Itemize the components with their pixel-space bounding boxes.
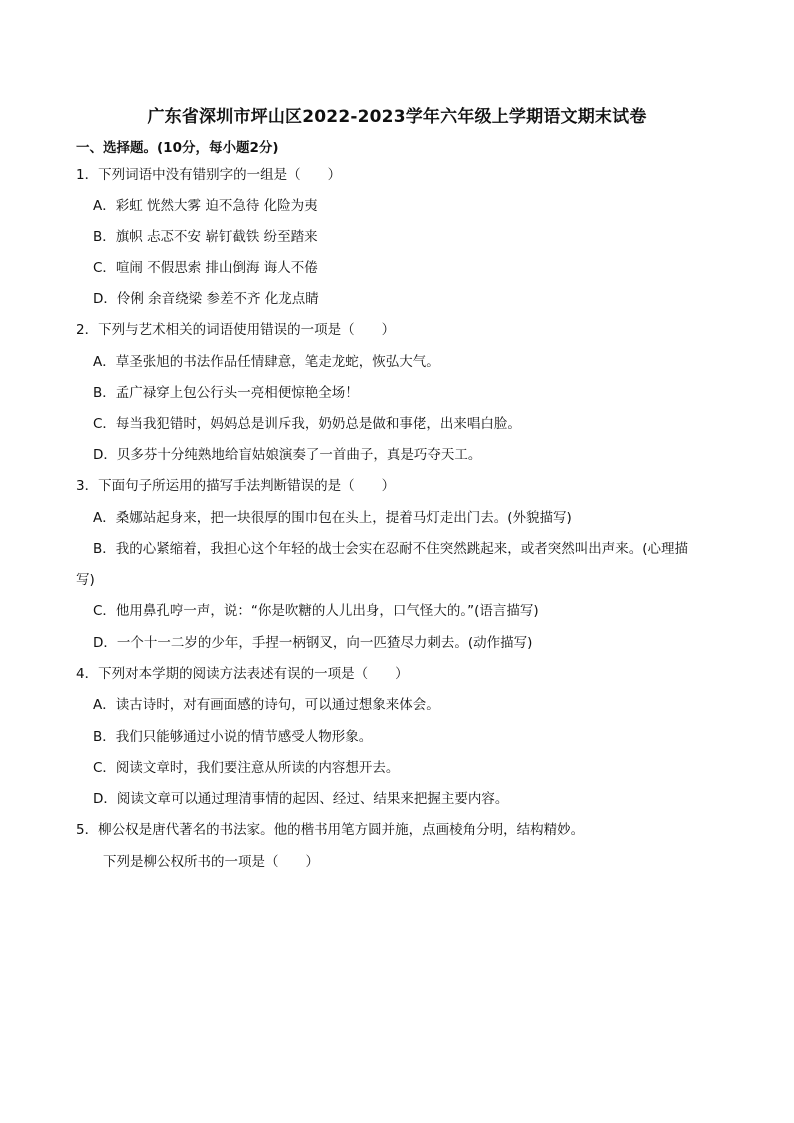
question-2-option-d: D．贝多芬十分纯熟地给盲姑娘演奏了一首曲子，真是巧夺天工。 [93, 447, 482, 463]
question-2-option-b: B．孟广禄穿上包公行头一亮相便惊艳全场！ [93, 385, 359, 401]
question-1-stem: 1．下列词语中没有错别字的一组是（ ） [76, 167, 342, 183]
question-3-option-b-continued: 写) [76, 572, 95, 588]
question-3-option-b: B．我的心紧缩着，我担心这个年轻的战士会实在忍耐不住突然跳起来，或者突然叫出声来。(心理描 [93, 541, 689, 557]
section-heading: 一、选择题。(10分，每小题2分) [76, 140, 279, 156]
question-3-option-a: A．桑娜站起身来，把一块很厚的围巾包在头上，提着马灯走出门去。(外貌描写) [93, 510, 572, 526]
question-5-stem: 5．柳公权是唐代著名的书法家。他的楷书用笔方圆并施，点画棱角分明，结构精妙。 [76, 822, 585, 838]
question-1-option-b: B．旗帜 忐忑不安 崭钉截铁 纷至踏来 [93, 229, 318, 245]
question-4-option-a: A．读古诗时，对有画面感的诗句，可以通过想象来体会。 [93, 697, 440, 713]
question-4-stem: 4．下列对本学期的阅读方法表述有误的一项是（ ） [76, 666, 409, 682]
question-4-option-b: B．我们只能够通过小说的情节感受人物形象。 [93, 729, 373, 745]
question-4-option-c: C．阅读文章时，我们要注意从所读的内容想开去。 [93, 760, 400, 776]
question-2-option-a: A．草圣张旭的书法作品任情肆意，笔走龙蛇，恢弘大气。 [93, 354, 440, 370]
document-title: 广东省深圳市坪山区2022-2023学年六年级上学期语文期末试卷 [147, 107, 647, 127]
question-4-option-d: D．阅读文章可以通过理清事情的起因、经过、结果来把握主要内容。 [93, 791, 509, 807]
question-5-prompt: 下列是柳公权所书的一项是（ ） [103, 854, 319, 870]
question-1-option-d: D．伶俐 余音绕梁 参差不齐 化龙点睛 [93, 291, 319, 307]
question-3-option-d: D．一个十一二岁的少年，手捏一柄钢叉，向一匹猹尽力刺去。(动作描写) [93, 635, 533, 651]
question-2-stem: 2．下列与艺术相关的词语使用错误的一项是（ ） [76, 322, 396, 338]
question-1-option-c: C．喧闹 不假思索 排山倒海 诲人不倦 [93, 260, 318, 276]
question-3-stem: 3．下面句子所运用的描写手法判断错误的是（ ） [76, 478, 396, 494]
question-3-option-c: C．他用鼻孔哼一声，说：“你是吹糖的人儿出身，口气怪大的。”(语言描写) [93, 603, 539, 619]
question-1-option-a: A．彩虹 恍然大雾 迫不急待 化险为夷 [93, 198, 318, 214]
question-2-option-c: C．每当我犯错时，妈妈总是训斥我，奶奶总是做和事佬，出来唱白脸。 [93, 416, 521, 432]
